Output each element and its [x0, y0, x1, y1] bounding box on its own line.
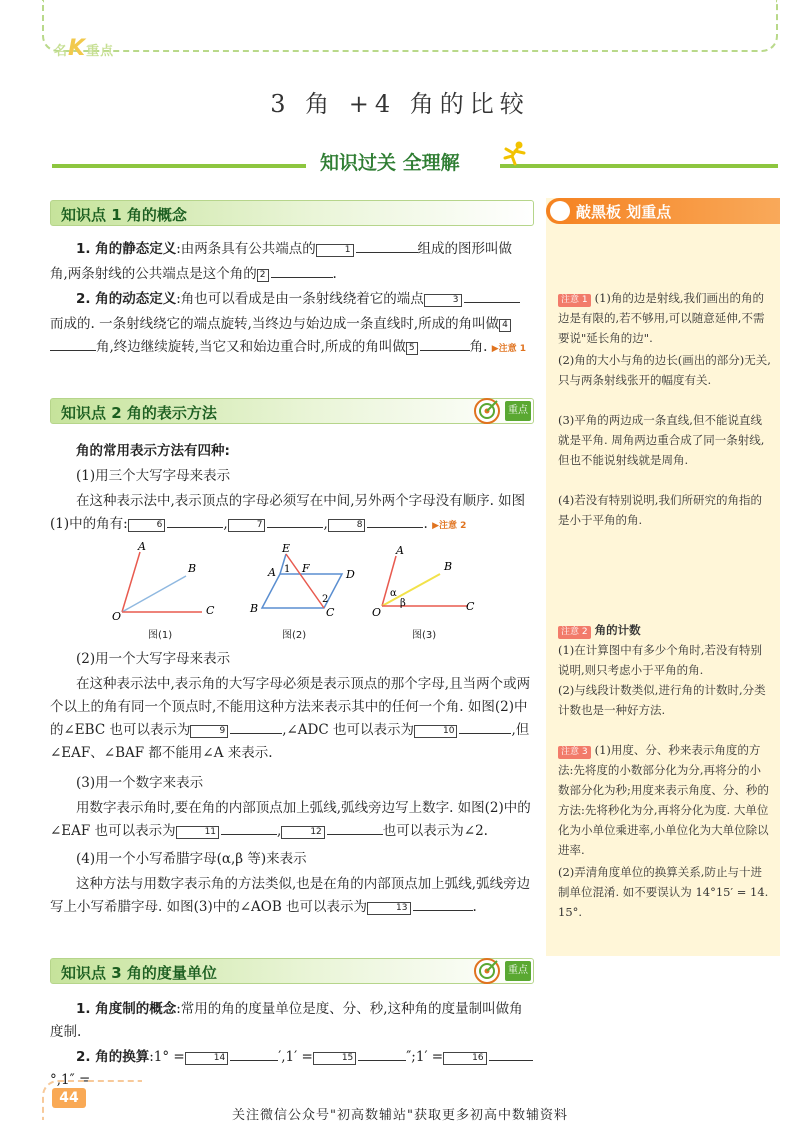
answer-blank[interactable] — [356, 238, 418, 253]
blank-number: 13 — [367, 902, 410, 915]
kp2-method4-text: 这种方法与用数字表示角的方法类似,也是在角的内部顶点加上弧线,弧线旁边写上小写希腊字母. 如图(3)中的∠AOB 也可以表示为 13 . — [50, 876, 531, 915]
kp1-dynamic-text-c: 角,终边继续旋转,当它又和始边重合时,所成的角叫做 — [96, 339, 406, 355]
blank-number: 3 — [424, 294, 462, 307]
kp2-method2-body-c: ,但∠EAF、∠BAF 都不能用∠A 来表示. — [50, 722, 530, 761]
footer-text: 关注微信公众号"初高数辅站"获取更多初高中数辅资料 — [232, 1108, 568, 1123]
top-frame-decoration — [42, 0, 778, 52]
blank-number: 7 — [228, 519, 266, 532]
note-1-reference[interactable]: ▶注意 1 — [491, 344, 527, 354]
sidebar-note-2 — [558, 620, 772, 640]
kp1-dynamic-definition-body — [50, 313, 536, 361]
kp1-dynamic-text-d: 角. — [469, 339, 488, 355]
blank-number: 15 — [313, 1052, 356, 1065]
section-banner: 知识过关 全理解 — [320, 152, 460, 174]
page-number: 44 — [52, 1088, 86, 1108]
note-2-tag: 注意 2 — [558, 626, 591, 639]
answer-blank[interactable] — [230, 1046, 278, 1061]
answer-blank[interactable] — [489, 1046, 533, 1061]
kp2-lead — [50, 440, 536, 463]
sidebar-note-1d: (4)若没有特别说明,我们所研究的角指的是小于平角的角. — [558, 493, 762, 527]
note-1-text: (1)角的边是射线,我们画出的角的边是有限的,若不够用,可以随意延伸,不需要说"延长角的边". — [558, 291, 765, 345]
fig3-label: β — [400, 598, 406, 609]
running-figure-icon — [500, 140, 528, 166]
figure-1 — [112, 540, 215, 623]
fig2-label: 1 — [284, 564, 291, 575]
blank-number: 9 — [190, 725, 228, 738]
sidebar-note-1b: (2)角的大小与角的边长(画出的部分)无关,只与两条射线张开的幅度有关. — [558, 353, 771, 387]
sidebar-header — [546, 198, 780, 224]
note-2-reference[interactable]: ▶注意 2 — [432, 521, 467, 531]
kp2-header-label: 知识点 2 角的表示方法 — [61, 404, 217, 422]
target-icon — [473, 957, 501, 985]
kp2-method3-title: (3)用一个数字来表示 — [76, 775, 204, 791]
kp2-method4-title: (4)用一个小写希腊字母(α,β 等)来表示 — [76, 851, 307, 867]
fig3-label: C — [466, 600, 475, 613]
note-3-tag: 注意 3 — [558, 746, 591, 759]
kp2-lead-text: 角的常用表示方法有四种: — [76, 443, 230, 459]
fig1-label: O — [112, 610, 122, 623]
figure-2-caption: 图(2) — [282, 630, 307, 641]
fig1-label: A — [138, 540, 146, 553]
note-2-title: 角的计数 — [594, 623, 641, 637]
kp3-p2-label: 2. 角的换算 — [76, 1049, 150, 1065]
note-3-text: (1)用度、分、秒来表示角度的方法:先将度的小数部分化为分,再将分的小数部分化为秒;用度来表示角度、分、秒的方法:先将秒化为分,再将分化为度. 大单位化为小单位乘进率,小单位化为大单位除以进率. — [558, 743, 769, 857]
kp3-header-label: 知识点 3 角的度量单位 — [61, 964, 217, 982]
kp1-static-definition — [50, 238, 536, 261]
logo-text-pre: 名 — [54, 44, 69, 59]
kp3-p1-label: 1. 角度制的概念 — [76, 1001, 177, 1017]
fig2-label: F — [302, 562, 310, 575]
sidebar-note-2b: (2)与线段计数类似,进行角的计数时,分类计数也是一种好方法. — [558, 683, 766, 717]
blank-number: 10 — [414, 725, 457, 738]
kp1-dynamic-definition — [50, 288, 536, 311]
kp2-method2-body-b: ,∠ADC 也可以表示为 — [282, 722, 414, 738]
sidebar-header-label: 敲黑板 划重点 — [576, 203, 672, 221]
fig2-label: C — [326, 606, 335, 619]
answer-blank[interactable] — [413, 896, 473, 911]
fig1-label: C — [206, 604, 215, 617]
fig2-label: A — [268, 566, 276, 579]
fig3-label: B — [444, 560, 453, 573]
blank-number: 6 — [128, 519, 166, 532]
sidebar-note-3b: (2)弄清角度单位的换算关系,防止与十进制单位混淆. 如不要误认为 14°15′ = 14. 15°. — [558, 865, 769, 919]
blank-number: 1 — [316, 244, 354, 257]
kp3-p2-text-d: °,1″ = — [50, 1072, 91, 1088]
key-point-badge: 重点 — [505, 401, 531, 421]
logo-text-post: 重点 — [86, 44, 115, 59]
book-logo — [54, 36, 114, 61]
fig2-label: B — [250, 602, 259, 615]
blank-number: 12 — [281, 826, 324, 839]
fig3-label: A — [396, 544, 404, 557]
answer-blank[interactable] — [327, 820, 383, 835]
blank-number: 16 — [443, 1052, 486, 1065]
kp1-dynamic-label: 2. 角的动态定义 — [76, 291, 177, 307]
answer-blank[interactable] — [267, 513, 323, 528]
kp2-method3-body-a: 用数字表示角时,要在角的内部顶点加上弧线,弧线旁边写上数字. 如图(2)中的∠EAF 也可以表示为 — [50, 800, 531, 839]
kp1-static-text-a: :由两条具有公共端点的 — [176, 241, 316, 257]
kp3-p1-text: :常用的角的度量单位是度、分、秒,这种角的度量制叫做角度制. — [50, 1001, 523, 1040]
banner-line-left — [52, 164, 306, 168]
answer-blank[interactable] — [459, 719, 511, 734]
sidebar-note-1 — [558, 288, 772, 348]
kp2-method2-text — [50, 673, 536, 765]
kp1-static-definition-line2: 角,两条射线的公共端点是这个角的 2 . — [50, 263, 536, 286]
figure-1-caption: 图(1) — [148, 630, 173, 641]
kp2-method3-body-b: 也可以表示为∠2. — [382, 823, 488, 839]
blank-number: 11 — [176, 826, 219, 839]
key-point-badge: 重点 — [505, 961, 531, 981]
kp1-dynamic-text-a: :角也可以看成是由一条射线绕着它的端点 — [176, 291, 424, 307]
fig1-label: B — [188, 562, 197, 575]
figure-2 — [249, 542, 355, 619]
kp2-method3-text: 用数字表示角时,要在角的内部顶点加上弧线,弧线旁边写上数字. 如图(2)中的∠EAF 也可以表示为 11 , 12 也可以表示为∠2. — [50, 800, 531, 839]
kp1-static-text-c: 角,两条射线的公共端点是这个角的 — [50, 266, 257, 282]
answer-blank[interactable] — [271, 263, 333, 278]
angle-figures — [110, 540, 490, 640]
fig2-label: E — [282, 542, 291, 555]
note-1-tag: 注意 1 — [558, 294, 591, 307]
fig3-label: α — [390, 588, 397, 599]
answer-blank[interactable] — [167, 513, 223, 528]
answer-blank[interactable] — [50, 336, 96, 351]
kp3-p2-text-b: ′,1′ = — [278, 1049, 313, 1065]
kp1-header-label: 知识点 1 角的概念 — [61, 206, 187, 224]
figure-3-caption: 图(3) — [412, 630, 437, 641]
fig2-label: 2 — [322, 594, 329, 605]
answer-blank[interactable] — [358, 1046, 406, 1061]
blank-number: 5 — [406, 342, 418, 355]
answer-blank[interactable] — [464, 288, 520, 303]
kp3-header — [50, 958, 534, 984]
answer-blank[interactable] — [221, 820, 277, 835]
fig2-label: D — [346, 568, 355, 581]
kp2-method2-title: (2)用一个大写字母来表示 — [76, 651, 231, 667]
kp2-method2-body-a: 在这种表示法中,表示角的大写字母必须是表示顶点的那个字母,且当两个或两个以上的角有同一个顶点时,不能用这种方法来表示其中的任何一个角. 如图(2)中的∠EBC 也可以表示为 — [50, 676, 531, 738]
sidebar-note-2a: (1)在计算图中有多少个角时,若没有特别说明,则只考虑小于平角的角. — [558, 643, 762, 677]
answer-blank[interactable] — [367, 513, 423, 528]
banner-line-right — [500, 164, 778, 168]
page-title: 3 角 +4 角的比较 — [270, 90, 530, 118]
sidebar-note-3 — [558, 740, 772, 860]
figure-3 — [372, 544, 475, 619]
kp1-static-text-b: 组成的图形叫做 — [417, 241, 513, 257]
kp2-header — [50, 398, 534, 424]
kp1-static-label: 1. 角的静态定义 — [76, 241, 177, 257]
kp1-header — [50, 200, 534, 226]
blank-number: 4 — [499, 319, 511, 332]
blank-number: 2 — [257, 269, 269, 282]
kp2-method1-body: 在这种表示法中,表示顶点的字母必须写在中间,另外两个字母没有顺序. 如图(1)中的角有: — [50, 493, 526, 532]
sidebar-note-1c: (3)平角的两边成一条直线,但不能说直线就是平角. 周角两边重合成了同一条射线,但也不能说射线就是周角. — [558, 413, 765, 467]
blank-number: 14 — [185, 1052, 228, 1065]
kp3-p2-text-c: ″;1′ = — [406, 1049, 444, 1065]
kp3-p2-text-a: :1° = — [149, 1049, 185, 1065]
fig3-label: O — [372, 606, 382, 619]
kp1-dynamic-text-b: 而成的. 一条射线绕它的端点旋转,当终边与始边成一条直线时,所成的角叫做 — [50, 316, 500, 332]
logo-k: K — [68, 36, 87, 61]
blank-number: 8 — [328, 519, 366, 532]
kp2-method1-text: 在这种表示法中,表示顶点的字母必须写在中间,另外两个字母没有顺序. 如图(1)中的角有: 6 , 7 , 8 . ▶注意 2 — [50, 493, 526, 532]
kp2-method1-title: (1)用三个大写字母来表示 — [76, 468, 231, 484]
sidebar-header-icon — [550, 201, 570, 221]
kp3-degree-system — [50, 998, 536, 1044]
answer-blank[interactable] — [230, 719, 282, 734]
kp2-method4-body: 这种方法与用数字表示角的方法类似,也是在角的内部顶点加上弧线,弧线旁边写上小写希腊字母. 如图(3)中的∠AOB 也可以表示为 — [50, 876, 531, 915]
target-icon — [473, 397, 501, 425]
answer-blank[interactable] — [420, 336, 470, 351]
